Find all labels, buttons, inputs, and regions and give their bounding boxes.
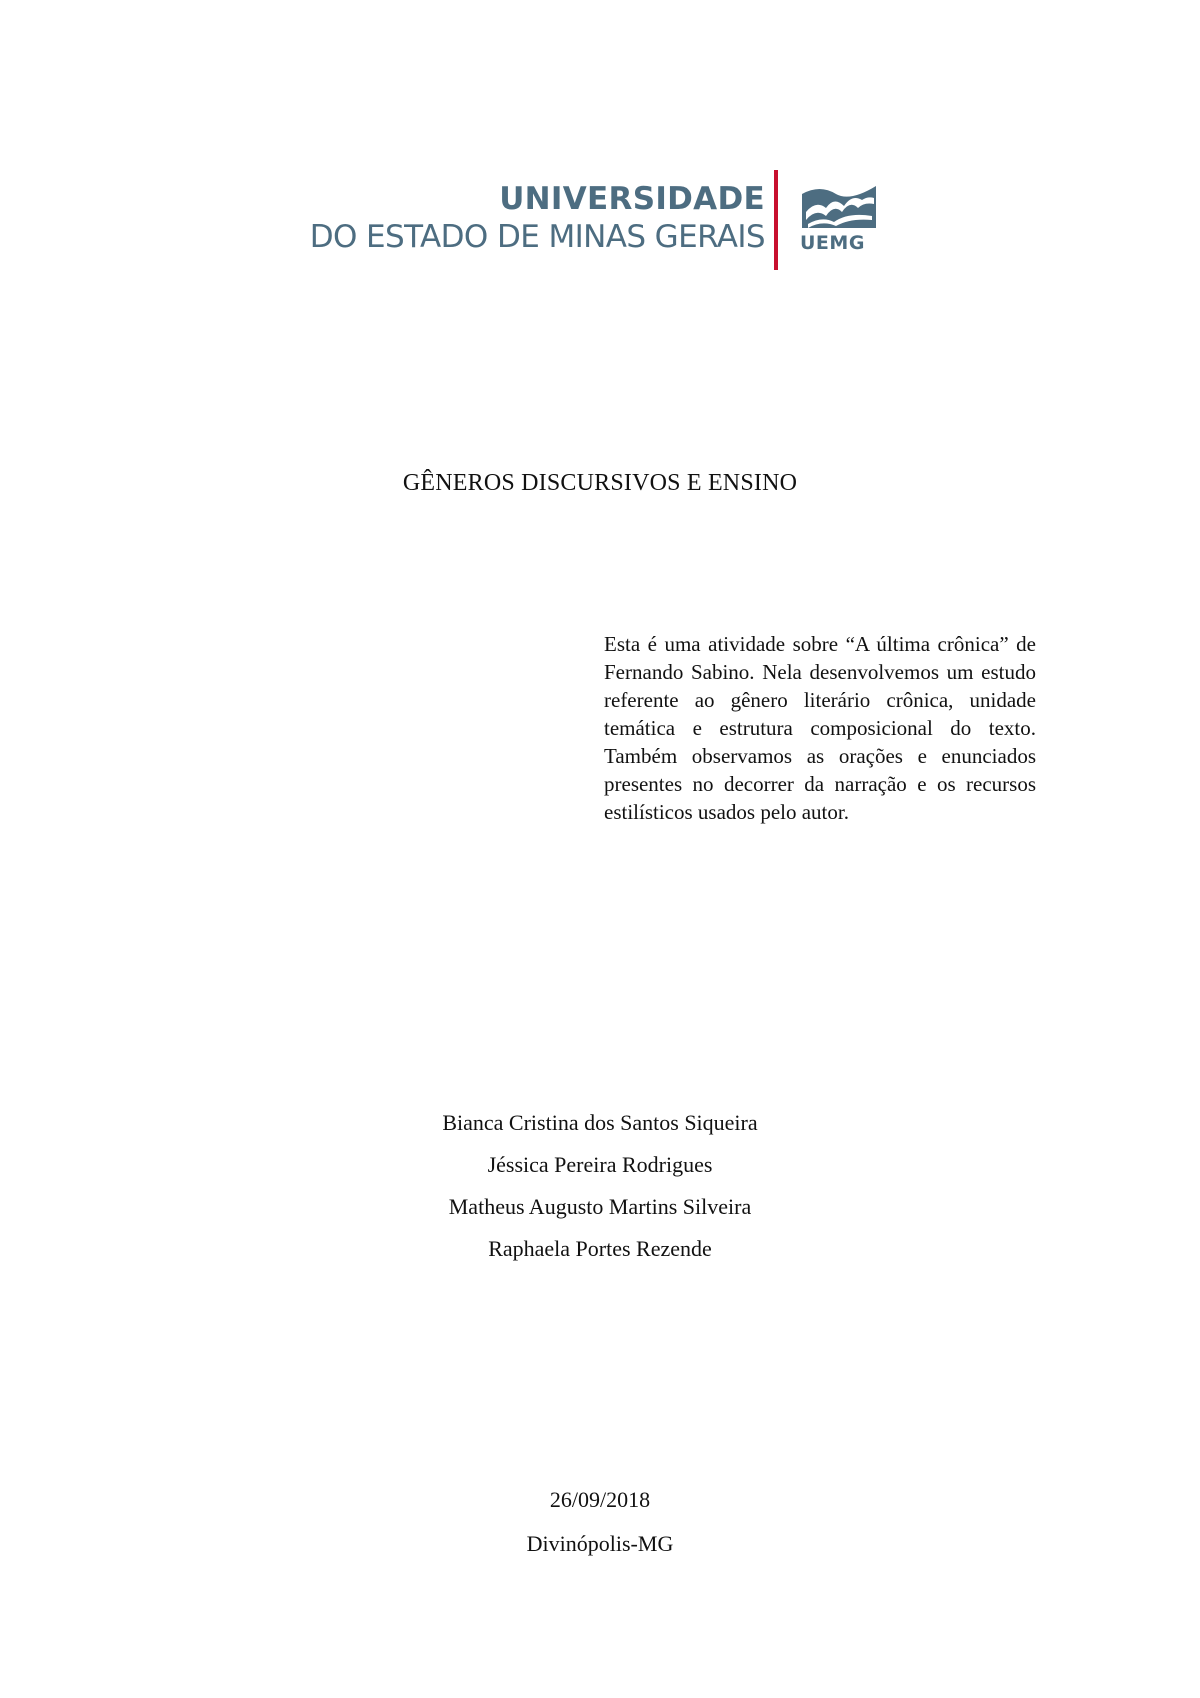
university-logo: [290, 168, 900, 272]
document-location: Divinópolis-MG: [526, 1531, 674, 1556]
author-name: Jéssica Pereira Rodrigues: [487, 1152, 713, 1177]
author-name: Matheus Augusto Martins Silveira: [448, 1194, 752, 1219]
document-date: 26/09/2018: [549, 1487, 651, 1512]
logo-line-2: DO ESTADO DE MINAS GERAIS: [309, 219, 765, 255]
author-name: Bianca Cristina dos Santos Siqueira: [442, 1110, 758, 1135]
author-name: Raphaela Portes Rezende: [488, 1236, 712, 1261]
document-footer: [0, 1478, 1200, 1566]
logo-wordmark: [310, 180, 765, 256]
author-list: [0, 1102, 1200, 1270]
logo-acronym: UEMG: [800, 232, 865, 254]
logo-divider: [774, 170, 778, 270]
document-title: GÊNEROS DISCURSIVOS E ENSINO: [402, 470, 798, 496]
logo-line-1: UNIVERSIDADE: [499, 181, 765, 217]
document-abstract: Esta é uma atividade sobre “A última crônica” de Fernando Sabino. Nela desenvolvemos um estudo referente ao gênero literário crônica, unidade temática e estrutura composicional do texto. Também observamos as orações e enunciados presentes no decorrer da narração e os recursos estilísticos usados pelo autor.: [604, 632, 1036, 824]
